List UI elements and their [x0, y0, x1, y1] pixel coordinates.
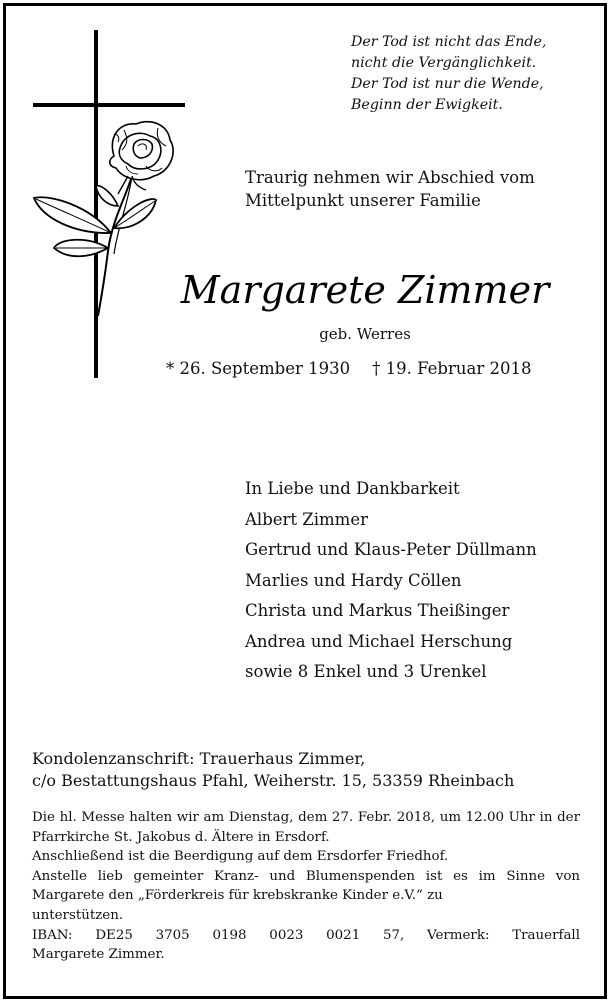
intro-line: Traurig nehmen wir Abschied vom — [245, 168, 535, 187]
poem — [351, 32, 591, 116]
birth-date: * 26. September 1930 — [166, 359, 351, 378]
condolence-line: Kondolenzanschrift: Trauerhaus Zimmer, — [32, 749, 366, 768]
life-dates — [166, 357, 596, 381]
poem-line: Beginn der Ewigkeit. — [351, 97, 503, 113]
mourner-line: Gertrud und Klaus-Peter Düllmann — [245, 540, 537, 559]
deceased-name: Margarete Zimmer — [180, 268, 550, 312]
mourner-line: Marlies und Hardy Cöllen — [245, 570, 462, 590]
condolence-line: c/o Bestattungshaus Pfahl, Weiherstr. 15, 53359 Rheinbach — [32, 771, 515, 790]
donation-info-end: unterstützen. — [32, 907, 124, 923]
burial-info: Anschließend ist die Beerdigung auf dem Ersdorfer Friedhof. — [32, 849, 449, 865]
mourner-line: Christa und Markus Theißinger — [245, 601, 510, 620]
mourner-line: sowie 8 Enkel und 3 Urenkel — [245, 662, 487, 681]
mourner-line: In Liebe und Dankbarkeit — [245, 479, 460, 498]
iban-info: IBAN: DE25 3705 0198 0023 0021 57, Vermerk: Trauerfall — [32, 927, 580, 943]
service-info — [32, 808, 580, 965]
intro — [245, 166, 585, 212]
donation-info: Anstelle lieb gemeinter Kranz- und Blumenspenden ist es im Sinne von Margarete den „Förderkreis für krebskranke Kinder e.V.“ zu — [32, 868, 580, 904]
mourners-list — [245, 474, 590, 688]
poem-line: nicht die Vergänglichkeit. — [351, 55, 537, 71]
mourner-line: Andrea und Michael Herschung — [245, 631, 513, 651]
iban-info-end: Margarete Zimmer. — [32, 947, 165, 963]
poem-line: Der Tod ist nur die Wende, — [351, 76, 544, 92]
poem-line: Der Tod ist nicht das Ende, — [351, 34, 547, 50]
mass-info: Die hl. Messe halten wir am Dienstag, dem 27. Febr. 2018, um 12.00 Uhr in der Pfarrkirche St. Jakobus d. Ältere in Ersdorf. — [32, 810, 580, 845]
maiden-name: geb. Werres — [319, 325, 411, 343]
death-date: † 19. Februar 2018 — [372, 359, 532, 378]
mourner-line: Albert Zimmer — [245, 509, 368, 529]
condolence-address — [32, 748, 592, 792]
intro-line: Mittelpunkt unserer Familie — [245, 191, 481, 210]
